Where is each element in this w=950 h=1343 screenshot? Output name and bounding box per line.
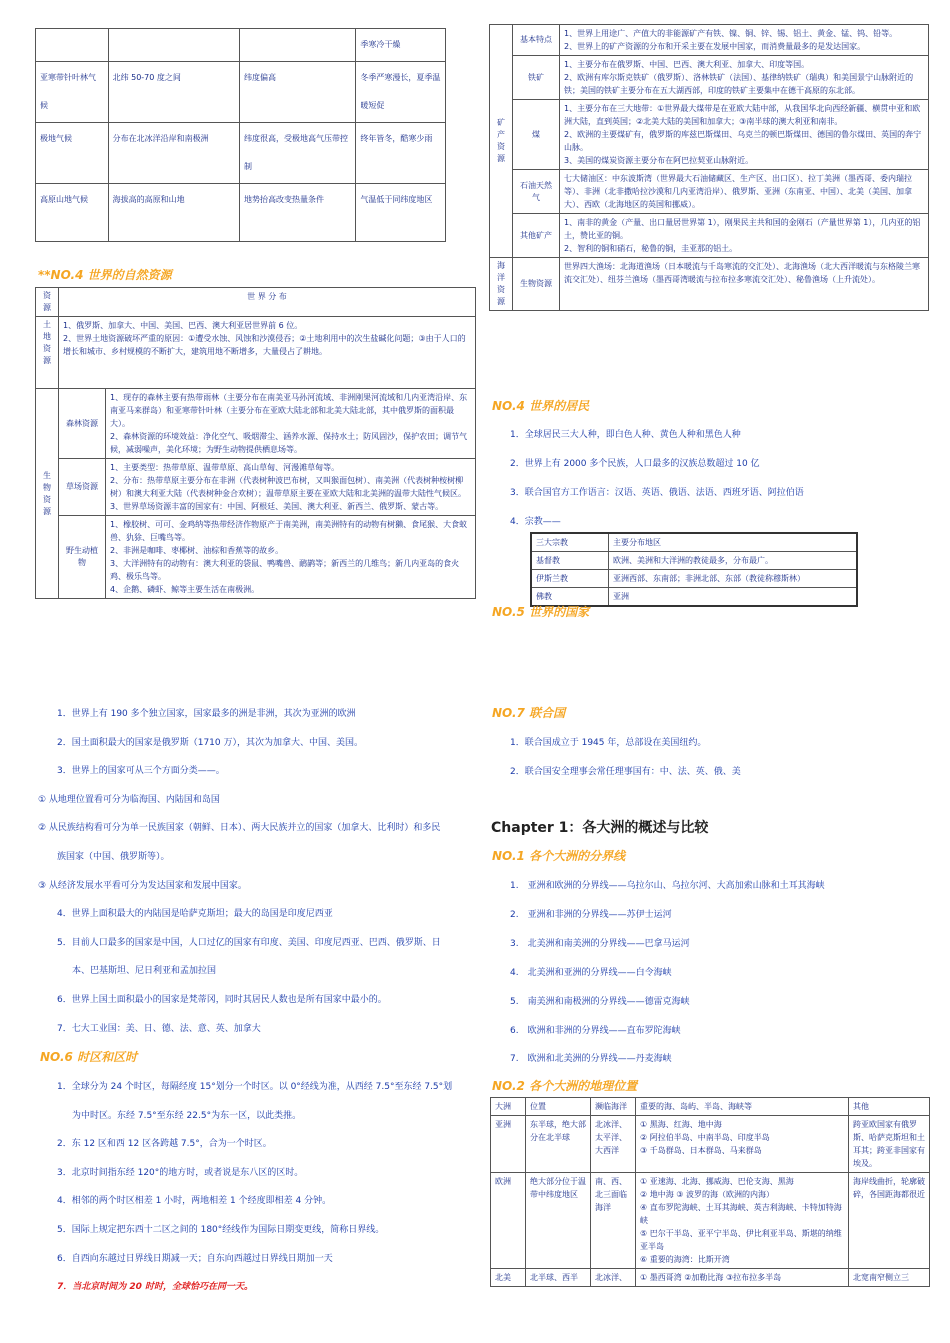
col-position: 位置 <box>526 1098 591 1116</box>
land-label: 土地资源 <box>36 317 59 389</box>
religion-area: 亚洲 <box>609 588 858 607</box>
wild-label: 野生动植物 <box>59 516 106 599</box>
continent-cell: 东半球，绝大部分在北半球 <box>526 1116 591 1173</box>
continent-cell: ① 亚速海、北海、挪威海、巴伦支海、黑海 ② 地中海 ③ 波罗的海（欧洲的内海） ④ 直布罗陀海峡、土耳其海峡、英吉利海峡、卡特加特海峡 ⑤ 巴尔干半岛、亚平宁半岛、伊比利亚半岛、斯堪的纳维亚半岛 ⑥ 重要的海湾：比斯开湾 <box>636 1173 849 1269</box>
climate-cell: 海拔高的高原和山地 <box>108 184 239 242</box>
continent-cell: 北美 <box>491 1269 526 1287</box>
continent-cell: 北宽南窄侧立三 <box>849 1269 930 1287</box>
col-ocean: 濒临海洋 <box>591 1098 636 1116</box>
no5-item: 2．国土面积最大的国家是俄罗斯（1710 万），其次为加拿大、中国、美国。 <box>57 737 363 748</box>
no5-item: 本、巴基斯坦、尼日利亚和孟加拉国 <box>72 966 217 977</box>
col-continent: 大洲 <box>491 1098 526 1116</box>
bio-label: 生物资源 <box>36 389 59 599</box>
climate-cell: 地势抬高改变热量条件 <box>239 184 355 242</box>
continent-cell: ① 黑海、红海、地中海 ② 阿拉伯半岛、中南半岛、印度半岛 ③ 千岛群岛、日本群岛、马来群岛 <box>636 1116 849 1173</box>
continent-cell: 北冰洋、太平洋、大西洋 <box>591 1116 636 1173</box>
no6-item: 为中时区。东经 7.5°至东经 22.5°为东一区，以此类推。 <box>72 1110 302 1121</box>
oil-paragraph: 七大储油区：中东波斯湾（世界最大石油储藏区、生产区、出口区）、拉丁美洲（墨西哥、委内瑞拉等）、非洲（北非撒哈拉沙漠和几内亚湾沿岸）、俄罗斯、亚洲（东南亚、中国）、北美（美国、加拿大）、西欧（北海地区的英国和挪威）。 <box>564 174 912 209</box>
other-mineral-text <box>560 214 929 258</box>
ocean-main-label: 海洋资源 <box>490 258 513 311</box>
iron-text <box>560 56 929 100</box>
coal-label: 煤 <box>513 100 560 170</box>
basic-text <box>560 25 929 56</box>
religion-name: 基督教 <box>531 552 609 570</box>
wild-paragraph: 4、企鹅、磷虾、鲸等主要生活在南极洲。 <box>110 585 260 594</box>
no6-item: 5．国际上规定把东西十二区之间的 180°经线作为国际日期变更线，简称日界线。 <box>57 1225 385 1235</box>
no7-item-2: 2．联合国安全理事会常任理事国有：中、法、英、俄、美 <box>510 767 741 777</box>
climate-cell: 季寒冷干燥 <box>356 29 446 62</box>
wild-paragraph: 1、橡胶树、可可、金鸡纳等热带经济作物原产于南美洲，南美洲特有的动物有树獭、食尾猴、大食蚁兽、犰狳、巨嘴鸟等。 <box>110 520 468 542</box>
climate-cell: 冬季严寒漫长，夏季温暖短促 <box>356 62 446 123</box>
climate-cell: 纬度偏高 <box>239 62 355 123</box>
residents-item-4: 4．宗教—— <box>510 517 561 527</box>
oil-text <box>560 170 929 214</box>
religion-area: 亚洲西部、东南部；非洲北部、东部（教徒称穆斯林） <box>609 570 858 588</box>
no6-item: 1．全球分为 24 个时区，每隔经度 15°划分一个时区。以 0°经线为准，从西经 7.5°至东经 7.5°划 <box>57 1082 453 1092</box>
climate-row <box>36 184 446 242</box>
climate-row <box>36 123 446 184</box>
land-text <box>59 317 476 389</box>
climate-row <box>36 62 446 123</box>
continent-row <box>491 1173 930 1269</box>
boundary-item: 6. 欧洲和非洲的分界线——直布罗陀海峡 <box>510 1025 681 1036</box>
religion-name: 佛教 <box>531 588 609 607</box>
grass-paragraph: 3、世界草场资源丰富的国家有：中国、阿根廷、美国、澳大利亚、新西兰、俄罗斯、蒙古等。 <box>110 502 444 511</box>
no4-resources-heading: **NO.4 世界的自然资源 <box>38 268 172 282</box>
ocean-bio-label: 生物资源 <box>513 258 560 311</box>
continent-cell: 北冰洋、 <box>591 1269 636 1287</box>
no5-item: 1．世界上有 190 多个独立国家，国家最多的洲是非洲，其次为亚洲的欧洲 <box>57 709 356 719</box>
continent-cell: 海岸线曲折，轮廓破碎，各国距海都很近 <box>849 1173 930 1269</box>
ocean-text <box>560 258 929 311</box>
other-mineral-paragraph: 2、智利的铜和硝石，秘鲁的铜，圭亚那的铝土。 <box>564 244 738 253</box>
residents-item-3: 3．联合国官方工作语言：汉语、英语、俄语、法语、西班牙语、阿拉伯语 <box>510 488 804 498</box>
wild-text <box>106 516 476 599</box>
climate-cell: 气温低于同纬度地区 <box>356 184 446 242</box>
continent-row <box>491 1116 930 1173</box>
basic-label: 基本特点 <box>513 25 560 56</box>
grass-paragraph: 2、分布：热带草原主要分布在非洲（代表树种波巴布树，又叫猴面包树）、南美洲（代表树种桉树柳树）和澳大利亚大陆（代表树种金合欢树）；温带草原主要在亚欧大陆和北美洲的温带大陆性气候区。 <box>110 476 466 498</box>
no7-heading: NO.7 联合国 <box>492 706 566 720</box>
continent-cell: 北半球、西半 <box>526 1269 591 1287</box>
religion-area: 欧洲、美洲和大洋洲的教徒最多，分布最广。 <box>609 552 858 570</box>
continent-table <box>490 1097 930 1287</box>
boundary-item: 3. 北美洲和南美洲的分界线——巴拿马运河 <box>510 938 690 949</box>
climate-cell: 北纬 50-70 度之间 <box>108 62 239 123</box>
no6-item: 4．相邻的两个时区相差 1 小时，两地相差 1 个经度即相差 4 分钟。 <box>57 1196 332 1207</box>
climate-cell <box>239 29 355 62</box>
climate-cell: 高原山地气候 <box>36 184 109 242</box>
no5-item: ② 从民族结构看可分为单一民族国家（朝鲜、日本）、两大民族并立的国家（加拿大、比利时）和多民 <box>38 823 441 834</box>
no6-item: 2．东 12 区和西 12 区各跨越 7.5°，合为一个时区。 <box>57 1139 272 1150</box>
forest-paragraph: 1、现存的森林主要有热带雨林（主要分布在南美亚马孙河流域、非洲刚果河流域和几内亚湾沿岸、东南亚马来群岛）和亚寒带针叶林（主要分布在亚欧大陆北部和北美大陆北部，其中俄罗斯的面积最大）。 <box>110 393 468 428</box>
no5-item: 5．目前人口最多的国家是中国，人口过亿的国家有印度、美国、印度尼西亚、巴西、俄罗斯、日 <box>57 937 441 948</box>
no7-item-1: 1．联合国成立于 1945 年，总部设在美国纽约。 <box>510 738 707 748</box>
no5-item: 7．七大工业国：美、日、德、法、意、英、加拿大 <box>57 1023 261 1034</box>
continent-row <box>491 1269 930 1287</box>
climate-cell: 分布在北冰洋沿岸和南极洲 <box>108 123 239 184</box>
religion-header-name: 三大宗教 <box>531 533 609 552</box>
continent-cell: 南、西、北三面临海洋 <box>591 1173 636 1269</box>
continent-cell: 跨亚欧国家有俄罗斯、哈萨克斯坦和土耳其；跨亚非国家有埃及。 <box>849 1116 930 1173</box>
col-resource-header: 资源 <box>36 288 59 317</box>
coal-paragraph: 1、主要分布在三大地带：①世界最大煤带是在亚欧大陆中部，从我国华北向西经新疆、横贯中亚和欧洲大陆，直到英国；②北美大陆的美国和加拿大；③南半球的澳大利亚和南非。 <box>564 104 921 126</box>
chapter1-title: Chapter 1：各大洲的概述与比较 <box>491 820 709 836</box>
iron-paragraph: 2、欧洲有库尔斯克铁矿（俄罗斯）、洛林铁矿（法国）、基律纳铁矿（瑞典）和美国景宁山脉附近的铁；美国的铁矿主要分布在五大湖西部，印度的铁矿主要集中在德干高原的东北部。 <box>564 73 914 95</box>
no6-heading: NO.6 时区和区时 <box>40 1050 138 1064</box>
no6-item: 3．北京时间指东经 120°的地方时，或者说是东八区的区时。 <box>57 1167 304 1178</box>
forest-label: 森林资源 <box>59 389 106 459</box>
other-mineral-paragraph: 1、南非的黄金（产量、出口量居世界第 1），刚果民主共和国的金刚石（产量世界第 1），几内亚的铝土，赞比亚的铜。 <box>564 218 921 240</box>
iron-paragraph: 1、主要分布在俄罗斯、中国、巴西、澳大利亚、加拿大、印度等国。 <box>564 60 810 69</box>
coal-text <box>560 100 929 170</box>
coal-paragraph: 2、欧洲的主要煤矿有，俄罗斯的库兹巴斯煤田、乌克兰的顿巴斯煤田、德国的鲁尔煤田、英国的奔宁山脉。 <box>564 130 922 152</box>
chapter1-no1-heading: NO.1 各个大洲的分界线 <box>492 849 626 863</box>
continent-cell: ① 墨西哥湾 ②加勒比海 ③拉布拉多半岛 <box>636 1269 849 1287</box>
wild-paragraph: 3、大洋洲特有的动物有：澳大利亚的袋鼠、鸭嘴兽、鸸鹋等；新西兰的几维鸟；新几内亚岛的食火鸡、极乐鸟等。 <box>110 559 460 581</box>
wild-paragraph: 2、非洲是咖啡、枣椰树、油棕和香蕉等的故乡。 <box>110 546 284 555</box>
other-mineral-label: 其他矿产 <box>513 214 560 258</box>
climate-row <box>36 29 446 62</box>
forest-paragraph: 2、森林资源的环境效益：净化空气、吸烟滞尘、涵养水源、保持水土；防风固沙，保护农田；调节气候，减弱噪声，美化环境；为野生动物提供栖息场等。 <box>110 432 468 454</box>
continent-cell: 亚洲 <box>491 1116 526 1173</box>
grass-text <box>106 459 476 516</box>
residents-item-2: 2．世界上有 2000 多个民族，人口最多的汉族总数超过 10 亿 <box>510 459 760 469</box>
land-paragraph: 1、俄罗斯、加拿大、中国、美国、巴西、澳大利亚居世界前 6 位。 <box>63 321 303 330</box>
minerals-table <box>489 24 929 311</box>
climate-cell: 极地气候 <box>36 123 109 184</box>
boundary-item: 7. 欧洲和北美洲的分界线——丹麦海峡 <box>510 1054 672 1065</box>
oil-label: 石油天然气 <box>513 170 560 214</box>
no5-item: 4．世界上面积最大的内陆国是哈萨克斯坦；最大的岛国是印度尼西亚 <box>57 909 333 920</box>
no5-item: 6．世界上国土面积最小的国家是梵蒂冈，同时其居民人数也是所有国家中最小的。 <box>57 995 387 1005</box>
continent-cell: 欧洲 <box>491 1173 526 1269</box>
residents-heading: NO.4 世界的居民 <box>492 399 590 413</box>
minerals-main-label: 矿产资源 <box>490 25 513 258</box>
chapter1-no2-heading: NO.2 各个大洲的地理位置 <box>492 1079 638 1093</box>
no5-item: 3．世界上的国家可从三个方面分类——。 <box>57 766 225 777</box>
coal-paragraph: 3、美国的煤炭资源主要分布在阿巴拉契亚山脉附近。 <box>564 156 754 165</box>
climate-cell: 终年皆冬，酷寒少雨 <box>356 123 446 184</box>
climate-table <box>35 28 446 242</box>
boundary-item: 4. 北美洲和亚洲的分界线——白令海峡 <box>510 967 672 978</box>
land-paragraph: 2、世界土地资源破坏严重的原因：①遭受水蚀、风蚀和沙漠侵吞；②土地利用中的次生盐碱化问题；③由于人口的增长和城市、乡村规模的不断扩大，建筑用地不断增多，大量侵占了耕地。 <box>63 334 466 356</box>
ocean-paragraph: 世界四大渔场：北海道渔场（日本暖流与千岛寒流的交汇处）、北海渔场（北大西洋暖流与东格陵兰寒流交汇处）、纽芬兰渔场（墨西哥湾暖流与拉布拉多寒流交汇处）、秘鲁渔场（上升流处）。 <box>564 262 920 284</box>
basic-paragraph: 2、世界上的矿产资源的分布和开采主要在发展中国家，而消费量最多的是发达国家。 <box>564 42 866 51</box>
resources-table <box>35 287 476 599</box>
religion-name: 伊斯兰教 <box>531 570 609 588</box>
continent-cell: 绝大部分位于温带中纬度地区 <box>526 1173 591 1269</box>
grass-label: 草场资源 <box>59 459 106 516</box>
no6-red-note: 7．当北京时间为 20 时时，全球恰巧在同一天。 <box>57 1282 254 1292</box>
climate-cell <box>108 29 239 62</box>
basic-paragraph: 1、世界上用途广、产值大的非能源矿产有铁、镍、铜、锌、锡、铝土、黄金、锰、钨、铅等。 <box>564 29 898 38</box>
boundary-item: 1. 亚洲和欧洲的分界线——乌拉尔山、乌拉尔河、大高加索山脉和土耳其海峡 <box>510 881 825 891</box>
no5-item: 族国家（中国、俄罗斯等）。 <box>57 852 170 862</box>
no6-item: 6．自西向东越过日界线日期减一天；自东向西越过日界线日期加一天 <box>57 1253 333 1264</box>
col-features: 重要的海、岛屿、半岛、海峡等 <box>636 1098 849 1116</box>
climate-cell: 纬度很高，受极地高气压带控制 <box>239 123 355 184</box>
boundary-item: 2. 亚洲和非洲的分界线——苏伊士运河 <box>510 909 672 920</box>
no5-item: ③ 从经济发展水平看可分为发达国家和发展中国家。 <box>38 880 247 891</box>
grass-paragraph: 1、主要类型：热带草原、温带草原、高山草甸、河漫滩草甸等。 <box>110 463 340 472</box>
forest-text <box>106 389 476 459</box>
residents-item-1: 1．全球居民三大人种，即白色人种、黄色人种和黑色人种 <box>510 430 741 440</box>
climate-cell <box>36 29 109 62</box>
religion-header-area: 主要分布地区 <box>609 533 858 552</box>
col-other: 其他 <box>849 1098 930 1116</box>
religion-table <box>530 532 858 607</box>
climate-cell: 亚寒带针叶林气候 <box>36 62 109 123</box>
col-distribution-header: 世 界 分 布 <box>59 288 476 317</box>
boundary-item: 5. 南美洲和南极洲的分界线——德雷克海峡 <box>510 996 690 1007</box>
no5-heading: NO.5 世界的国家 <box>492 605 590 619</box>
iron-label: 铁矿 <box>513 56 560 100</box>
no5-item: ① 从地理位置看可分为临海国、内陆国和岛国 <box>38 794 220 805</box>
